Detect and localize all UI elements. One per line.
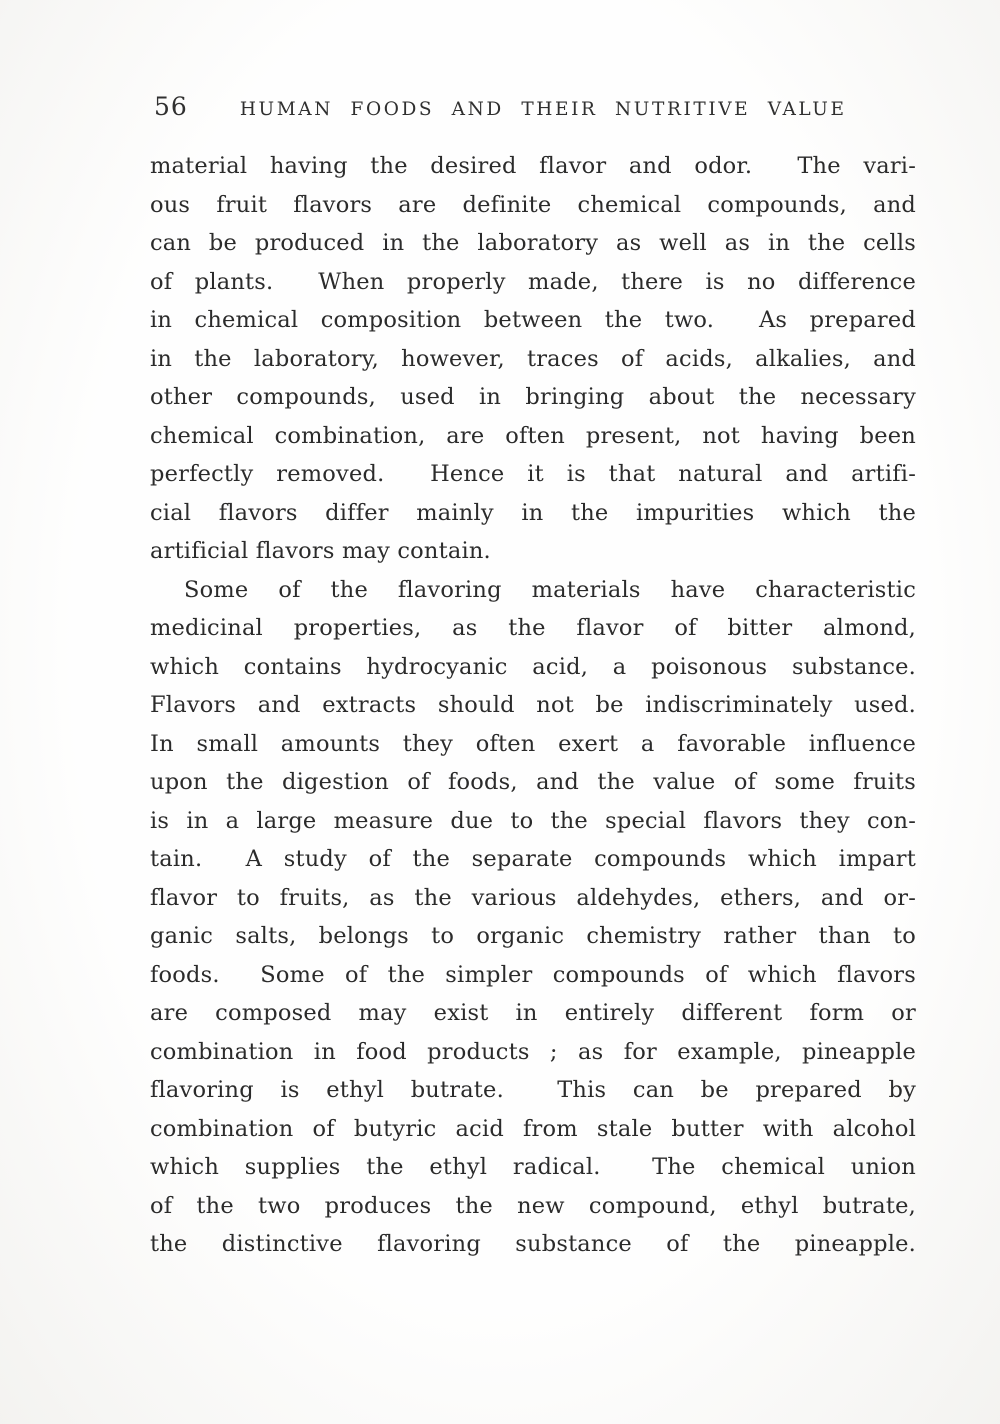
body-text xyxy=(150,147,916,1264)
paragraph-2 xyxy=(150,571,916,1264)
text-line: In small amounts they often exert a favorable influence xyxy=(150,730,916,757)
text-line: which contains hydrocyanic acid, a poisonous substance. xyxy=(150,653,916,680)
running-header xyxy=(150,92,916,121)
text-line: combination of butyric acid from stale butter with alcohol xyxy=(150,1115,916,1142)
text-line: upon the digestion of foods, and the value of some fruits xyxy=(150,769,916,795)
text-line: in chemical composition between the two. As prepared xyxy=(150,307,916,333)
text-line: ous fruit flavors are definite chemical compounds, and xyxy=(150,191,916,218)
text-line: Some of the flavoring materials have characteristic xyxy=(184,576,916,603)
page-number: 56 xyxy=(154,92,188,121)
text-line: combination in food products ; as for example, pineapple xyxy=(150,1038,916,1065)
text-line: flavor to fruits, as the various aldehydes, ethers, and or- xyxy=(150,884,916,911)
text-line: the distinctive flavoring substance of the pineapple. xyxy=(150,1231,916,1257)
page-content xyxy=(150,92,916,1264)
text-line: flavoring is ethyl butrate. This can be prepared by xyxy=(150,1077,916,1103)
text-line: other compounds, used in bringing about the necessary xyxy=(150,384,916,410)
text-line: perfectly removed. Hence it is that natural and artifi- xyxy=(150,461,916,487)
text-line: ganic salts, belongs to organic chemistry rather than to xyxy=(150,923,916,949)
text-line: Flavors and extracts should not be indiscriminately used. xyxy=(150,692,916,718)
text-line: chemical combination, are often present, not having been xyxy=(150,422,916,449)
running-header-title: HUMAN FOODS AND THEIR NUTRITIVE VALUE xyxy=(239,99,847,120)
text-line: can be produced in the laboratory as well as in the cells xyxy=(150,230,916,256)
text-line: artificial flavors may contain. xyxy=(150,538,491,564)
text-line: in the laboratory, however, traces of acids, alkalies, and xyxy=(150,345,916,372)
paragraph-1 xyxy=(150,147,916,571)
text-line: of plants. When properly made, there is no difference xyxy=(150,268,916,295)
text-line: is in a large measure due to the special flavors they con- xyxy=(150,807,916,834)
text-line: foods. Some of the simpler compounds of which flavors xyxy=(150,961,916,988)
text-line: of the two produces the new compound, ethyl butrate, xyxy=(150,1192,916,1219)
text-line: are composed may exist in entirely different form or xyxy=(150,1000,916,1026)
text-line: which supplies the ethyl radical. The chemical union xyxy=(150,1154,916,1180)
text-line: material having the desired flavor and odor. The vari- xyxy=(150,153,916,179)
text-line: cial flavors differ mainly in the impurities which the xyxy=(150,499,916,526)
text-line: tain. A study of the separate compounds which impart xyxy=(150,846,916,872)
text-line: medicinal properties, as the flavor of bitter almond, xyxy=(150,615,916,641)
